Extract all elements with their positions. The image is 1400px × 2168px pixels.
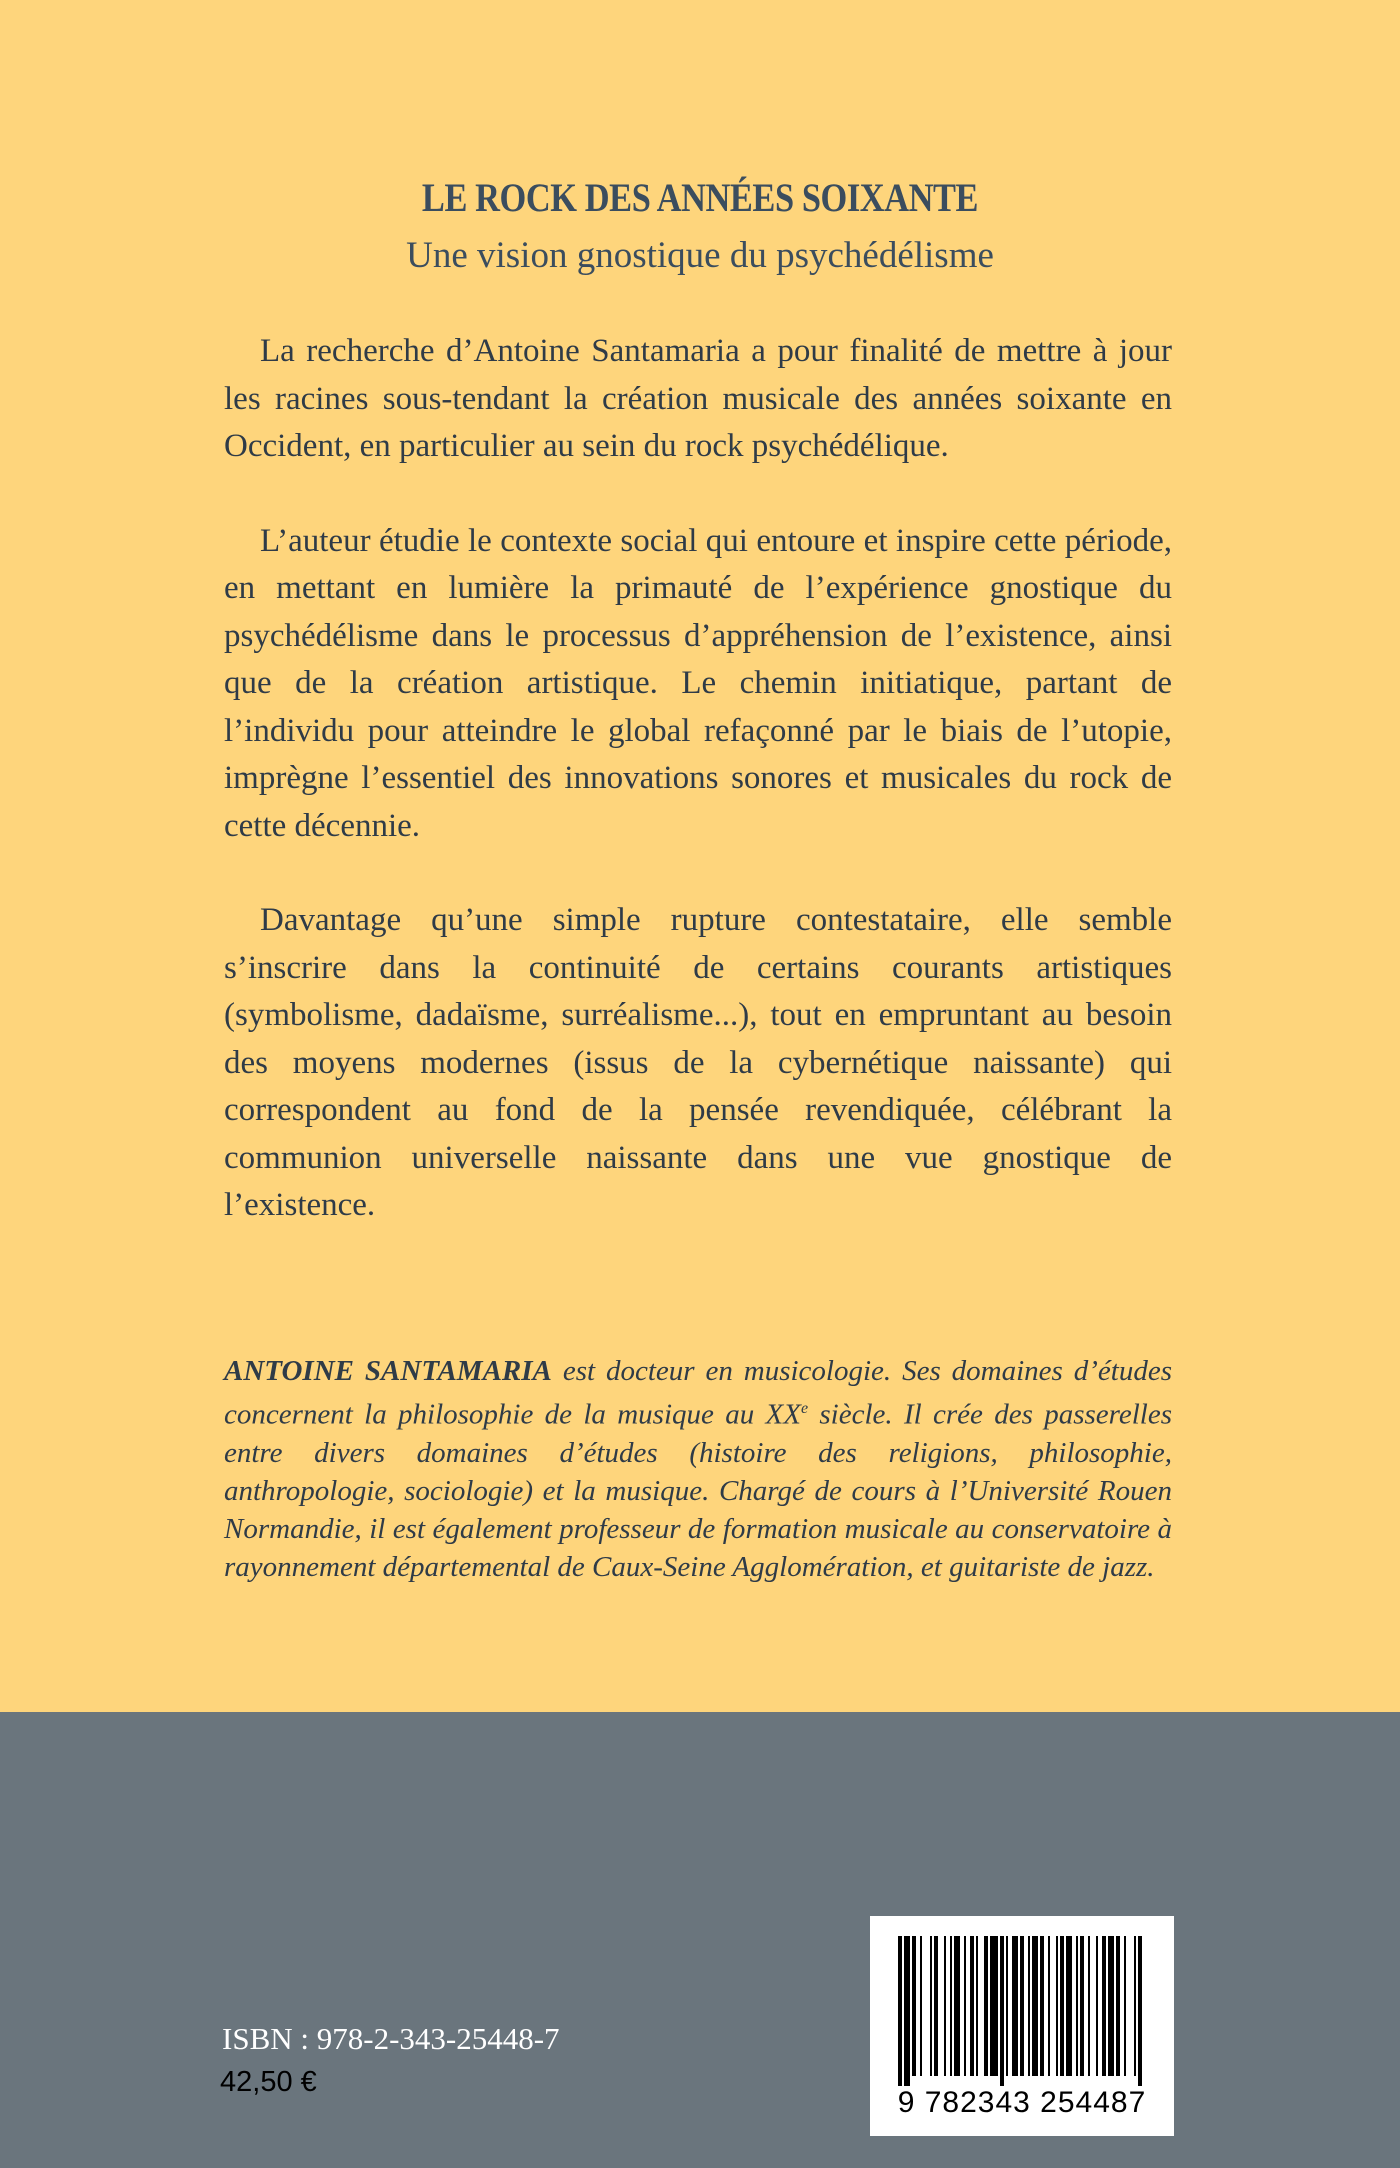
- summary-text: [224, 328, 1172, 1277]
- summary-paragraph: L’auteur étudie le contexte social qui entoure et inspire cette période, en mettant en lumière la primauté de l’expérience gnostique du psychédélisme dans le processus d’appréhension de l’existence, ainsi que de la création artistique. Le chemin initiatique, partant de l’individu pour atteindre le global refaçonné par le biais de l’utopie, imprègne l’essentiel des innovations sonores et musicales du rock de cette décennie.: [224, 522, 1172, 844]
- bio-text-part2: siècle. Il crée des passerelles entre divers domaines d’études (histoire des religions, philosophie, anthropologie, sociologie) et la musique. Chargé de cours à l’Université Rouen Normandie, il est également professeur de formation musicale au conservatoire à rayonnement départemental de Caux-Seine Agglomération, et guitariste de jazz.: [224, 1398, 1172, 1583]
- author-bio: [224, 1352, 1172, 1586]
- bio-text-part1: est docteur en musicologie. Ses domaines d’études concernent la philosophie de la musique au XX: [224, 1355, 1172, 1431]
- book-subtitle: Une vision gnostique du psychédélisme: [406, 235, 994, 276]
- isbn-label: ISBN : 978-2-343-25448-7: [222, 2021, 560, 2056]
- barcode: [870, 1916, 1174, 2136]
- barcode-digits: 9 782343 254487: [897, 2086, 1147, 2119]
- author-name: ANTOINE SANTAMARIA: [224, 1355, 552, 1387]
- price-label: 42,50 €: [220, 2066, 317, 2098]
- barcode-bars: [896, 1936, 1148, 2086]
- lower-panel: [0, 1712, 1400, 2168]
- century-superscript: e: [800, 1400, 809, 1417]
- summary-paragraph: La recherche d’Antoine Santamaria a pour finalité de mettre à jour les racines sous-tendant la création musicale des années soixante en Occident, en particulier au sein du rock psychédélique.: [224, 333, 1172, 464]
- summary-paragraph: Davantage qu’une simple rupture contestataire, elle semble s’inscrire dans la continuité de certains courants artistiques (symbolisme, dadaïsme, surréalisme...), tout en empruntant au besoin des moyens modernes (issus de la cybernétique naissante) qui correspondent au fond de la pensée revendiquée, célébrant la communion universelle naissante dans une vue gnostique de l’existence.: [224, 902, 1172, 1223]
- book-title: LE ROCK DES ANNÉES SOIXANTE: [421, 175, 979, 220]
